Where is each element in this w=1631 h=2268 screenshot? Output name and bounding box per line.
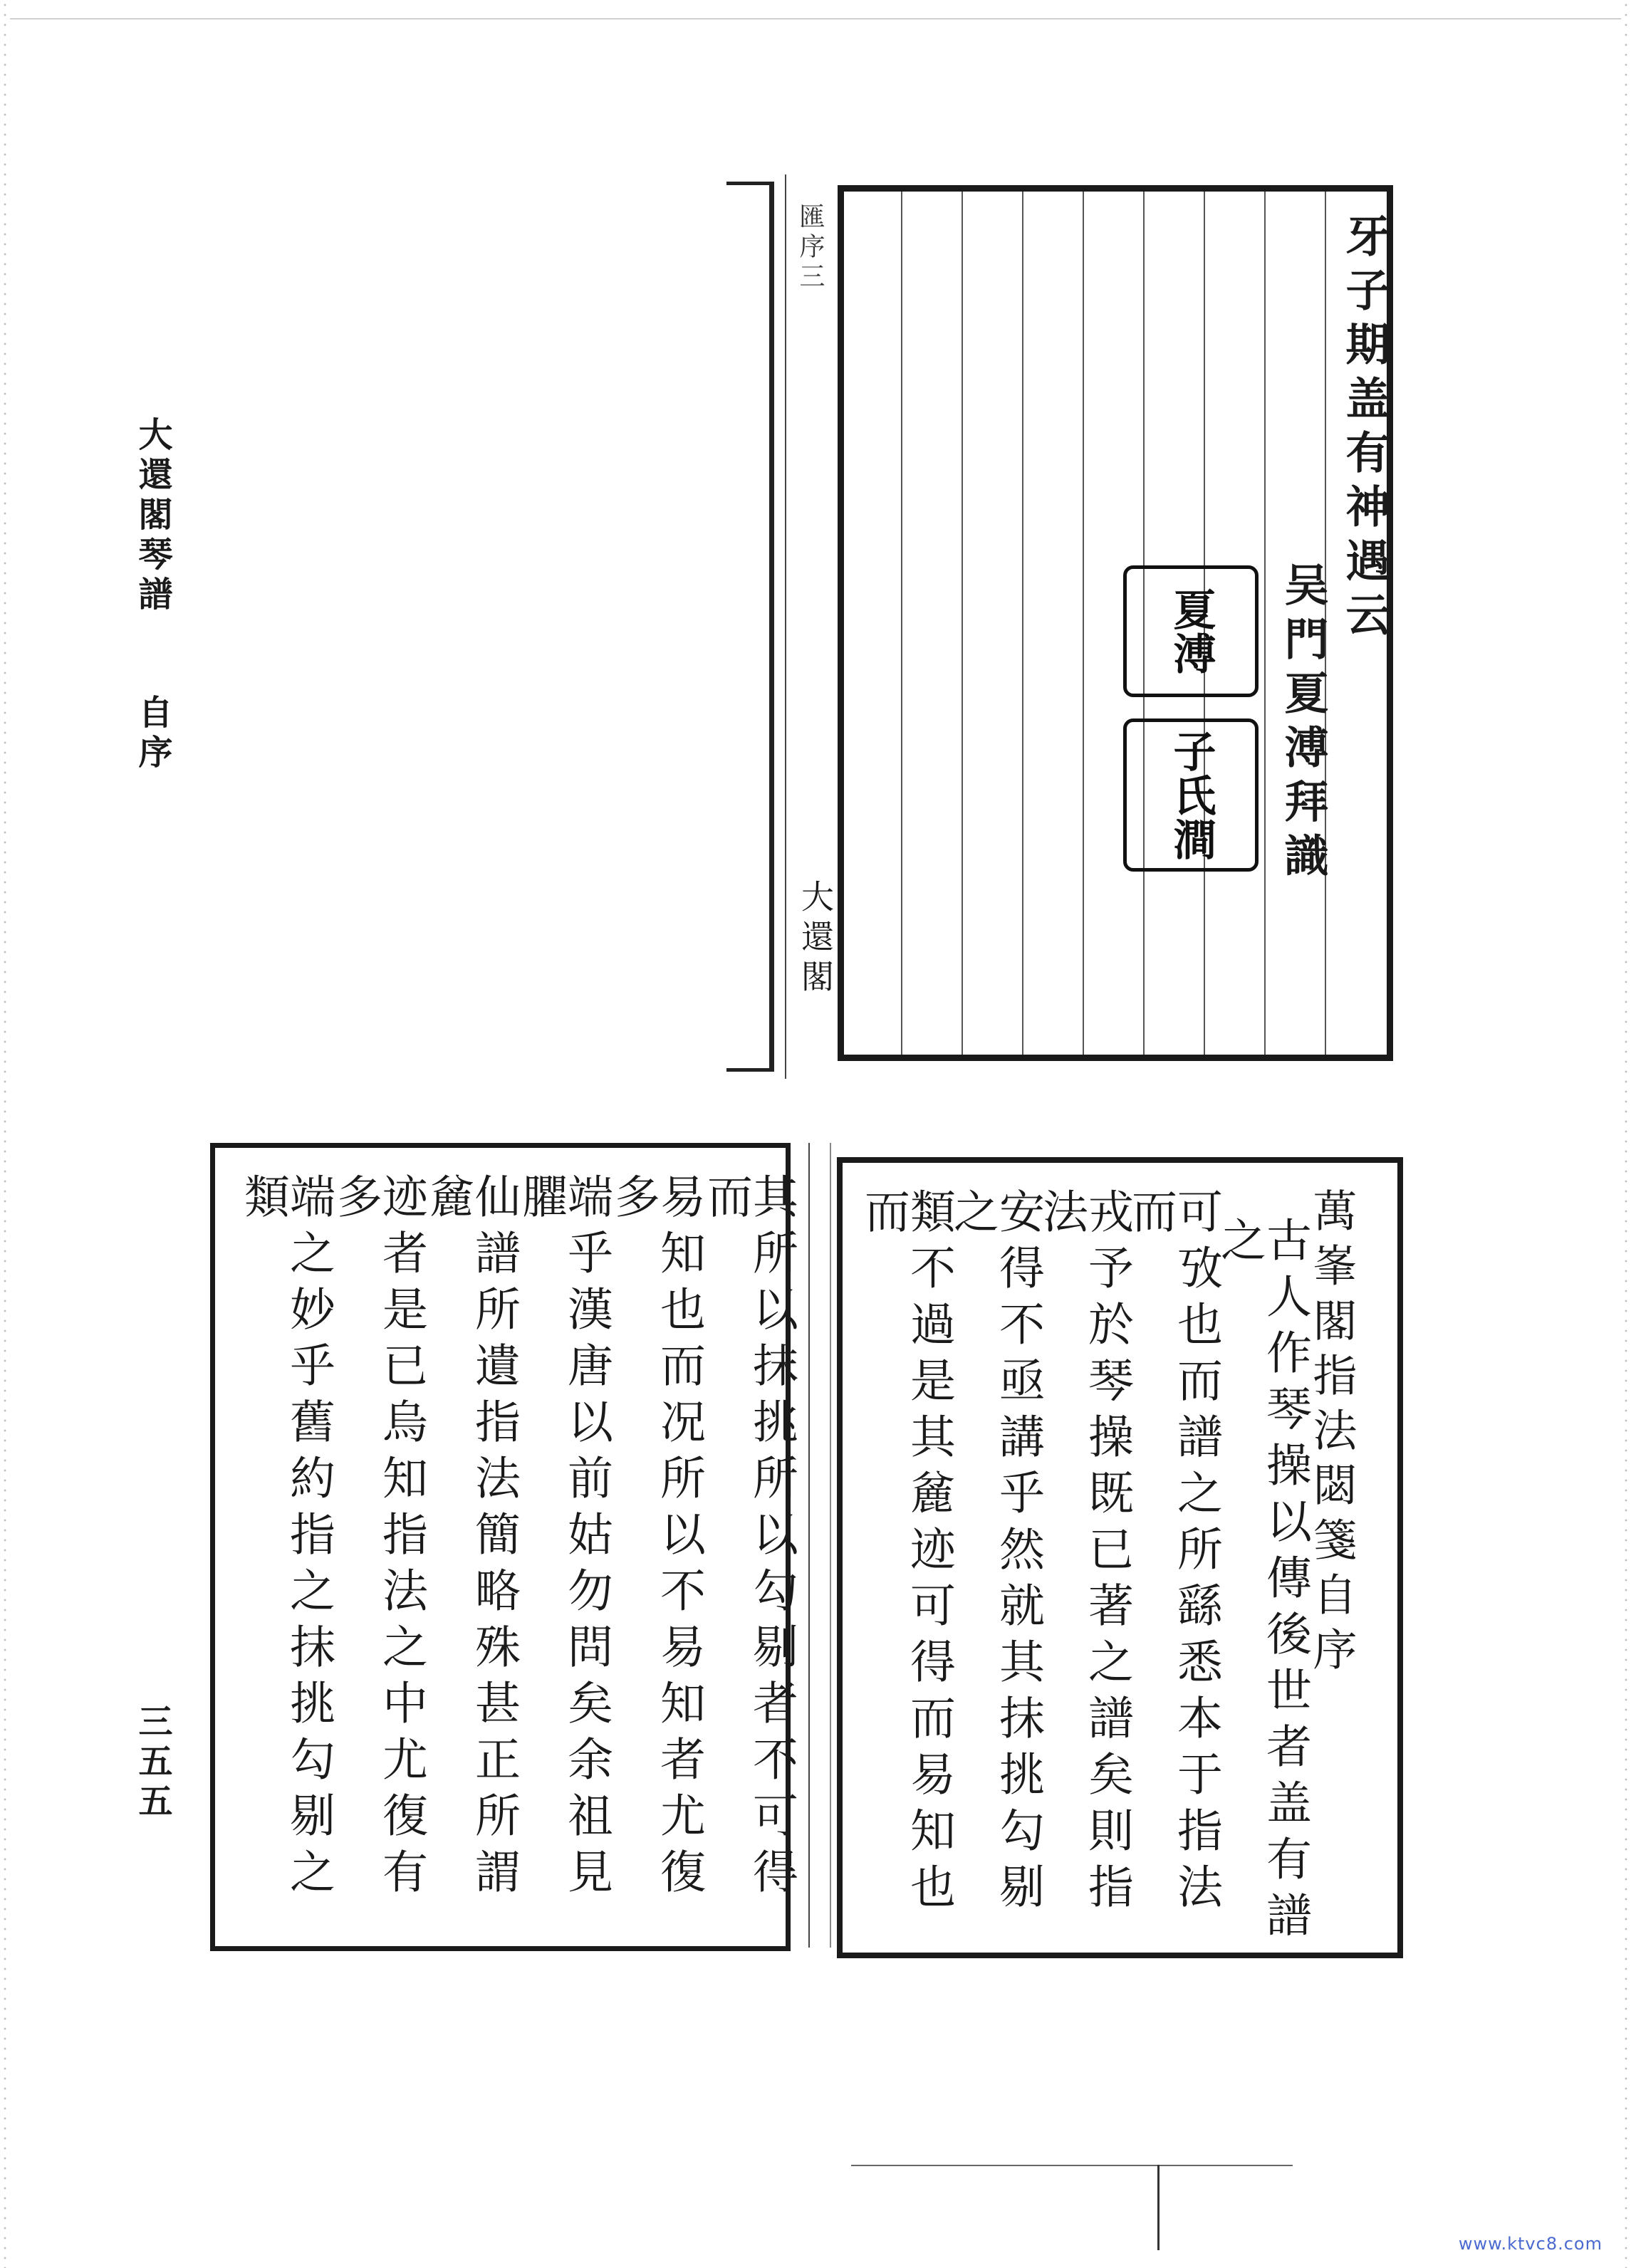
fold-bottom-label: 大還閣 (796, 879, 835, 999)
column-rule (962, 192, 963, 1055)
column-rule (1022, 192, 1023, 1055)
right-edge-perforation (1622, 0, 1630, 2268)
text-column-left-5: 迹者是已烏知指法之中尤復有多 (329, 1173, 427, 1904)
bottom-left-page-frame (210, 1143, 798, 1951)
text-column-right-2: 古人作琴操以傳後世者盖有譜之 (1213, 1216, 1311, 1948)
top-page (584, 174, 1396, 1079)
top-text-frame (838, 185, 1393, 1061)
top-text-column-2: 吴門夏溥拜識 (1277, 562, 1329, 887)
text-column-right-3: 可攷也而譜之所繇悉本于指法而 (1124, 1188, 1222, 1919)
text-column-right-4: 戎予於琴操既已著之譜矣則指法 (1035, 1188, 1133, 1919)
prev-page-edge (726, 182, 774, 1072)
preface-heading: 萬峯閣指法閟箋自序 (1306, 1188, 1358, 1681)
text-column-right-6: 類不過是其麄迹可得而易知也而 (857, 1188, 955, 1919)
seal-lower: 子氏澗 (1123, 718, 1259, 872)
text-column-left-2: 易知也而况所以不易知者尤復多 (607, 1173, 705, 1904)
text-column-left-3: 端乎漢唐以前姑勿問矣余祖見臞 (514, 1173, 613, 1904)
watermark: www.ktvc8.com (1458, 2234, 1603, 2254)
fold-top-label: 匯序三 (796, 203, 825, 293)
footer-rule (851, 2165, 1293, 2166)
text-column-left-6: 端之妙乎舊約指之抹挑勾剔之類 (236, 1173, 335, 1904)
page-number: 三五五 (132, 1703, 172, 1823)
book-title: 大還閣琴譜 (132, 417, 172, 616)
bottom-page (210, 1143, 1407, 1962)
top-text-column-1: 牙子期盖有神遇云 (1338, 213, 1390, 646)
left-edge-perforation (1, 0, 9, 2268)
bottom-right-page-frame (837, 1157, 1403, 1958)
fold-line (830, 1143, 831, 1948)
side-title (132, 417, 172, 774)
column-rule (1083, 192, 1084, 1055)
text-column-right-5: 安得不亟講乎然就其抹挑勾剔之 (946, 1188, 1044, 1919)
fold-line (808, 1143, 810, 1948)
text-column-left-1: 其所以抹挑所以勾剔者不可得而 (699, 1173, 798, 1904)
text-column-left-4: 仙譜所遺指法簡略殊甚正所謂麄 (422, 1173, 520, 1904)
section-title: 自序 (132, 694, 172, 774)
column-rule (1264, 192, 1266, 1055)
column-rule (901, 192, 902, 1055)
seal-upper: 夏溥 (1123, 565, 1259, 697)
footer-stem (1157, 2165, 1160, 2250)
